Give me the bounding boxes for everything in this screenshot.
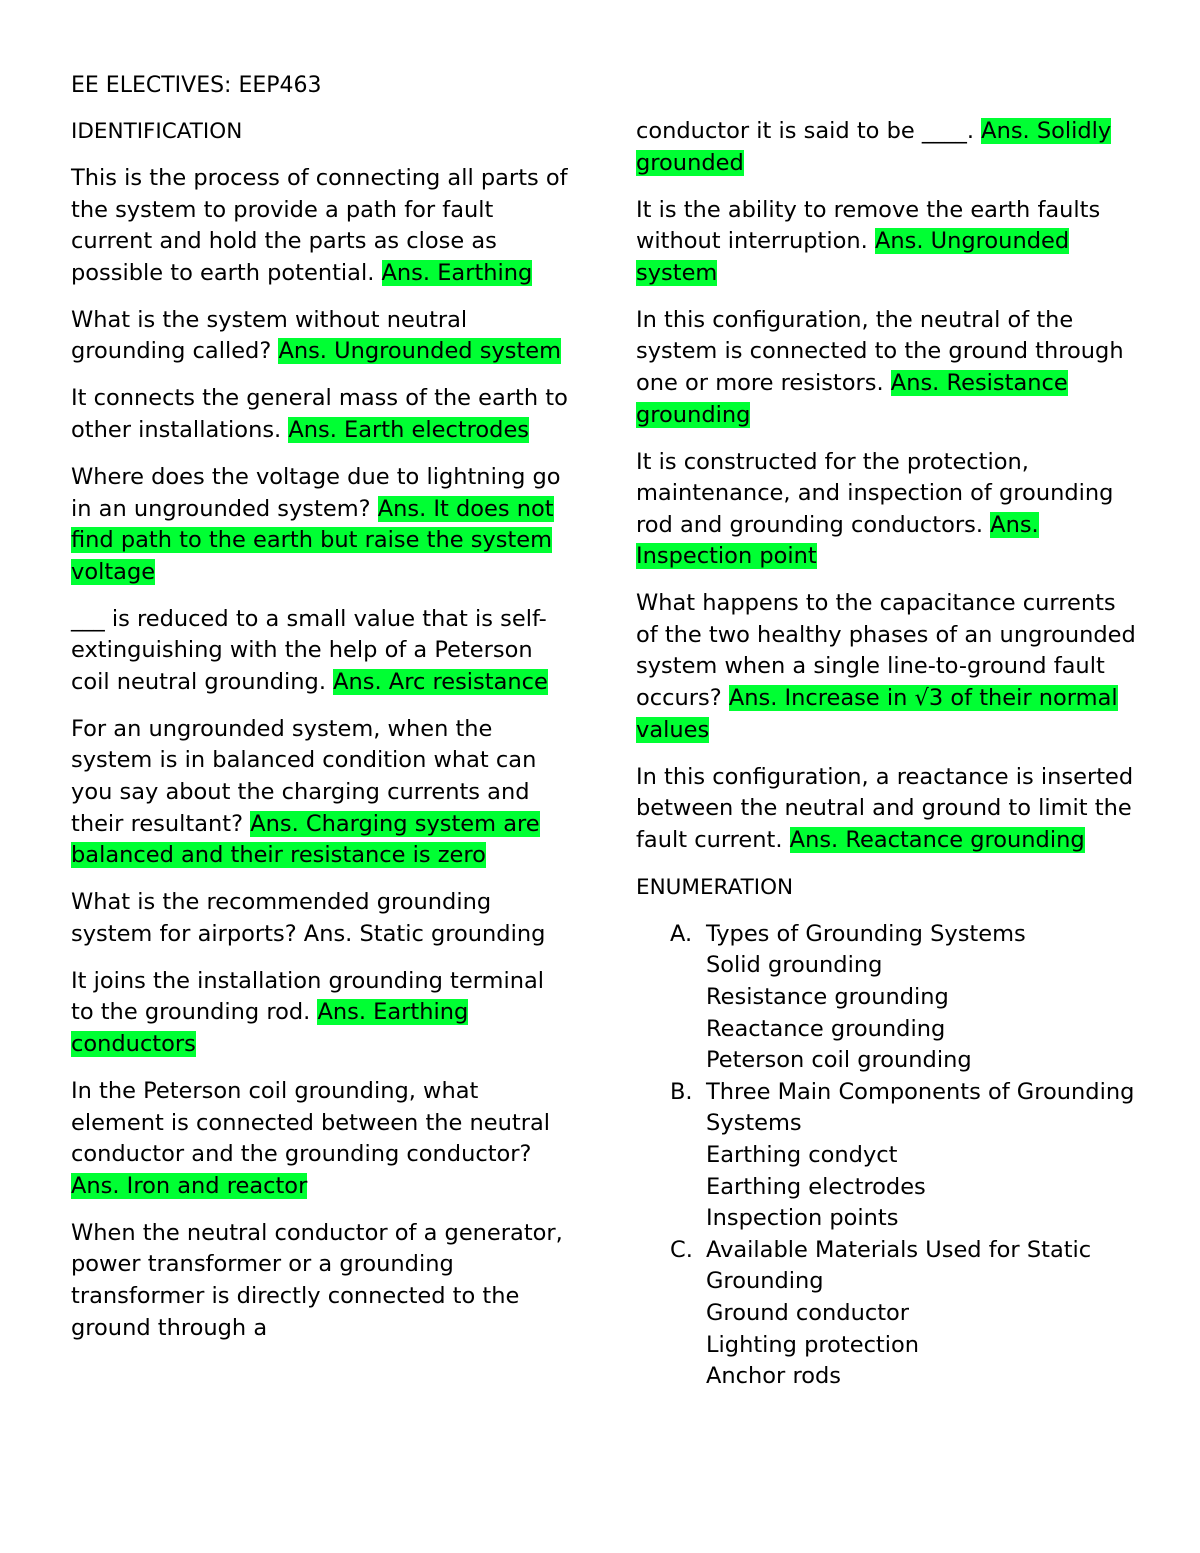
answer-highlight: Ans. Earthing conductors — [71, 999, 469, 1057]
left-question-list — [71, 163, 571, 1344]
answer-highlight: Ans. Increase in √3 of their normal values — [636, 685, 1118, 743]
answer-highlight: Ans. Reactance grounding — [789, 826, 1085, 853]
enumeration-item: Earthing electrodes — [706, 1173, 926, 1200]
question-text: What is the system without neutral grounding called? — [71, 306, 468, 365]
answer-highlight: Ans. Arc resistance — [333, 668, 548, 695]
enumeration-letter: A. — [670, 920, 693, 947]
question-text: conductor it is said to be ____. — [636, 118, 982, 144]
question-item — [71, 305, 571, 368]
enumeration-heading-text: Available Materials Used for Static Grounding — [706, 1236, 1092, 1295]
answer-highlight: Ans. Ungrounded system — [278, 338, 562, 365]
answer-highlight: Ans. Ungrounded system — [636, 228, 1070, 286]
question-text: What is the recommended grounding system for airports? Ans. Static grounding — [71, 889, 546, 947]
answer-highlight: Ans. Resistance grounding — [636, 369, 1068, 428]
question-text: It connects the general mass of the earth to other installations. — [71, 385, 568, 443]
question-text: When the neutral conductor of a generator, power transformer or a grounding transformer is directly connected to the ground through a — [71, 1219, 563, 1341]
question-item — [636, 762, 1136, 857]
question-text: In this configuration, a reactance is inserted between the neutral and ground to limit the fault current. — [636, 763, 1134, 853]
question-text: It is constructed for the protection, maintenance, and inspection of grounding rod and grounding conductors. — [636, 448, 1114, 538]
enumeration-group — [636, 1235, 1136, 1393]
answer-highlight: Ans. It does not find path to the earth but raise the system voltage — [71, 495, 554, 585]
question-item — [71, 163, 571, 289]
question-text: Where does the voltage due to lightning go in an ungrounded system? — [71, 463, 561, 522]
enumeration-letter: B. — [670, 1078, 693, 1105]
question-item — [636, 447, 1136, 573]
question-text: ___ is reduced to a small value that is self-extinguishing with the help of a Peterson coil neutral grounding. — [71, 605, 547, 695]
question-text: In the Peterson coil grounding, what element is connected between the neutral conductor and the grounding conductor? — [71, 1077, 551, 1168]
enumeration-group — [636, 1077, 1136, 1235]
enumeration-item: Inspection points — [706, 1205, 899, 1232]
enumeration-item: Reactance grounding — [706, 1015, 946, 1042]
question-item — [71, 887, 571, 950]
enumeration-item: Earthing condyct — [706, 1141, 898, 1168]
question-item — [636, 195, 1136, 290]
answer-highlight: Ans. Charging system are balanced and their resistance is zero — [71, 810, 540, 869]
question-item — [71, 966, 571, 1061]
answer-highlight: Ans. Earth electrodes — [288, 416, 530, 443]
enumeration-item: Ground conductor — [706, 1299, 910, 1326]
question-text: For an ungrounded system, when the system is in balanced condition what can you say about the charging currents and their resultant? — [71, 715, 537, 837]
right-question-list — [636, 116, 1136, 856]
enumeration-list — [636, 919, 1136, 1393]
enumeration-heading: ENUMERATION — [636, 874, 794, 900]
enumeration-group — [636, 919, 1136, 1077]
enumeration-heading-text: Three Main Components of Grounding Systems — [706, 1078, 1135, 1137]
answer-highlight: Ans. Inspection point — [636, 511, 1039, 570]
question-item — [636, 116, 1136, 179]
enumeration-letter: C. — [670, 1236, 693, 1263]
right-column — [636, 116, 1136, 1393]
question-text: In this configuration, the neutral of the system is connected to the ground through one or more resistors. — [636, 306, 1124, 396]
enumeration-item: Solid grounding — [706, 952, 883, 979]
enumeration-item: Peterson coil grounding — [706, 1047, 972, 1074]
question-item — [71, 383, 571, 446]
question-item — [71, 462, 571, 588]
enumeration-item: Lighting protection — [706, 1331, 920, 1358]
question-text: This is the process of connecting all parts of the system to provide a path for fault current and hold the parts as close as possible to earth potential. — [71, 164, 568, 286]
answer-highlight: Ans. Earthing — [381, 259, 533, 286]
question-item — [71, 1218, 571, 1344]
identification-heading: IDENTIFICATION — [71, 119, 243, 144]
question-item — [636, 305, 1136, 431]
answer-highlight: Ans. Iron and reactor — [71, 1172, 308, 1199]
question-item — [71, 1076, 571, 1202]
answer-highlight: Ans. Solidly grounded — [636, 118, 1112, 176]
question-item — [636, 588, 1136, 746]
document-title: EE ELECTIVES: EEP463 — [71, 73, 322, 98]
enumeration-item: Resistance grounding — [706, 983, 949, 1010]
question-item — [71, 714, 571, 872]
question-item — [71, 604, 571, 699]
left-column — [71, 116, 571, 1359]
question-text: It is the ability to remove the earth faults without interruption. — [636, 196, 1101, 255]
enumeration-item: Anchor rods — [706, 1363, 841, 1390]
enumeration-heading-text: Types of Grounding Systems — [706, 920, 1026, 947]
question-text: What happens to the capacitance currents of the two healthy phases of an ungrounded system when a single line-to-ground fault occurs? — [636, 590, 1136, 712]
question-text: It joins the installation grounding terminal to the grounding rod. — [71, 967, 545, 1026]
